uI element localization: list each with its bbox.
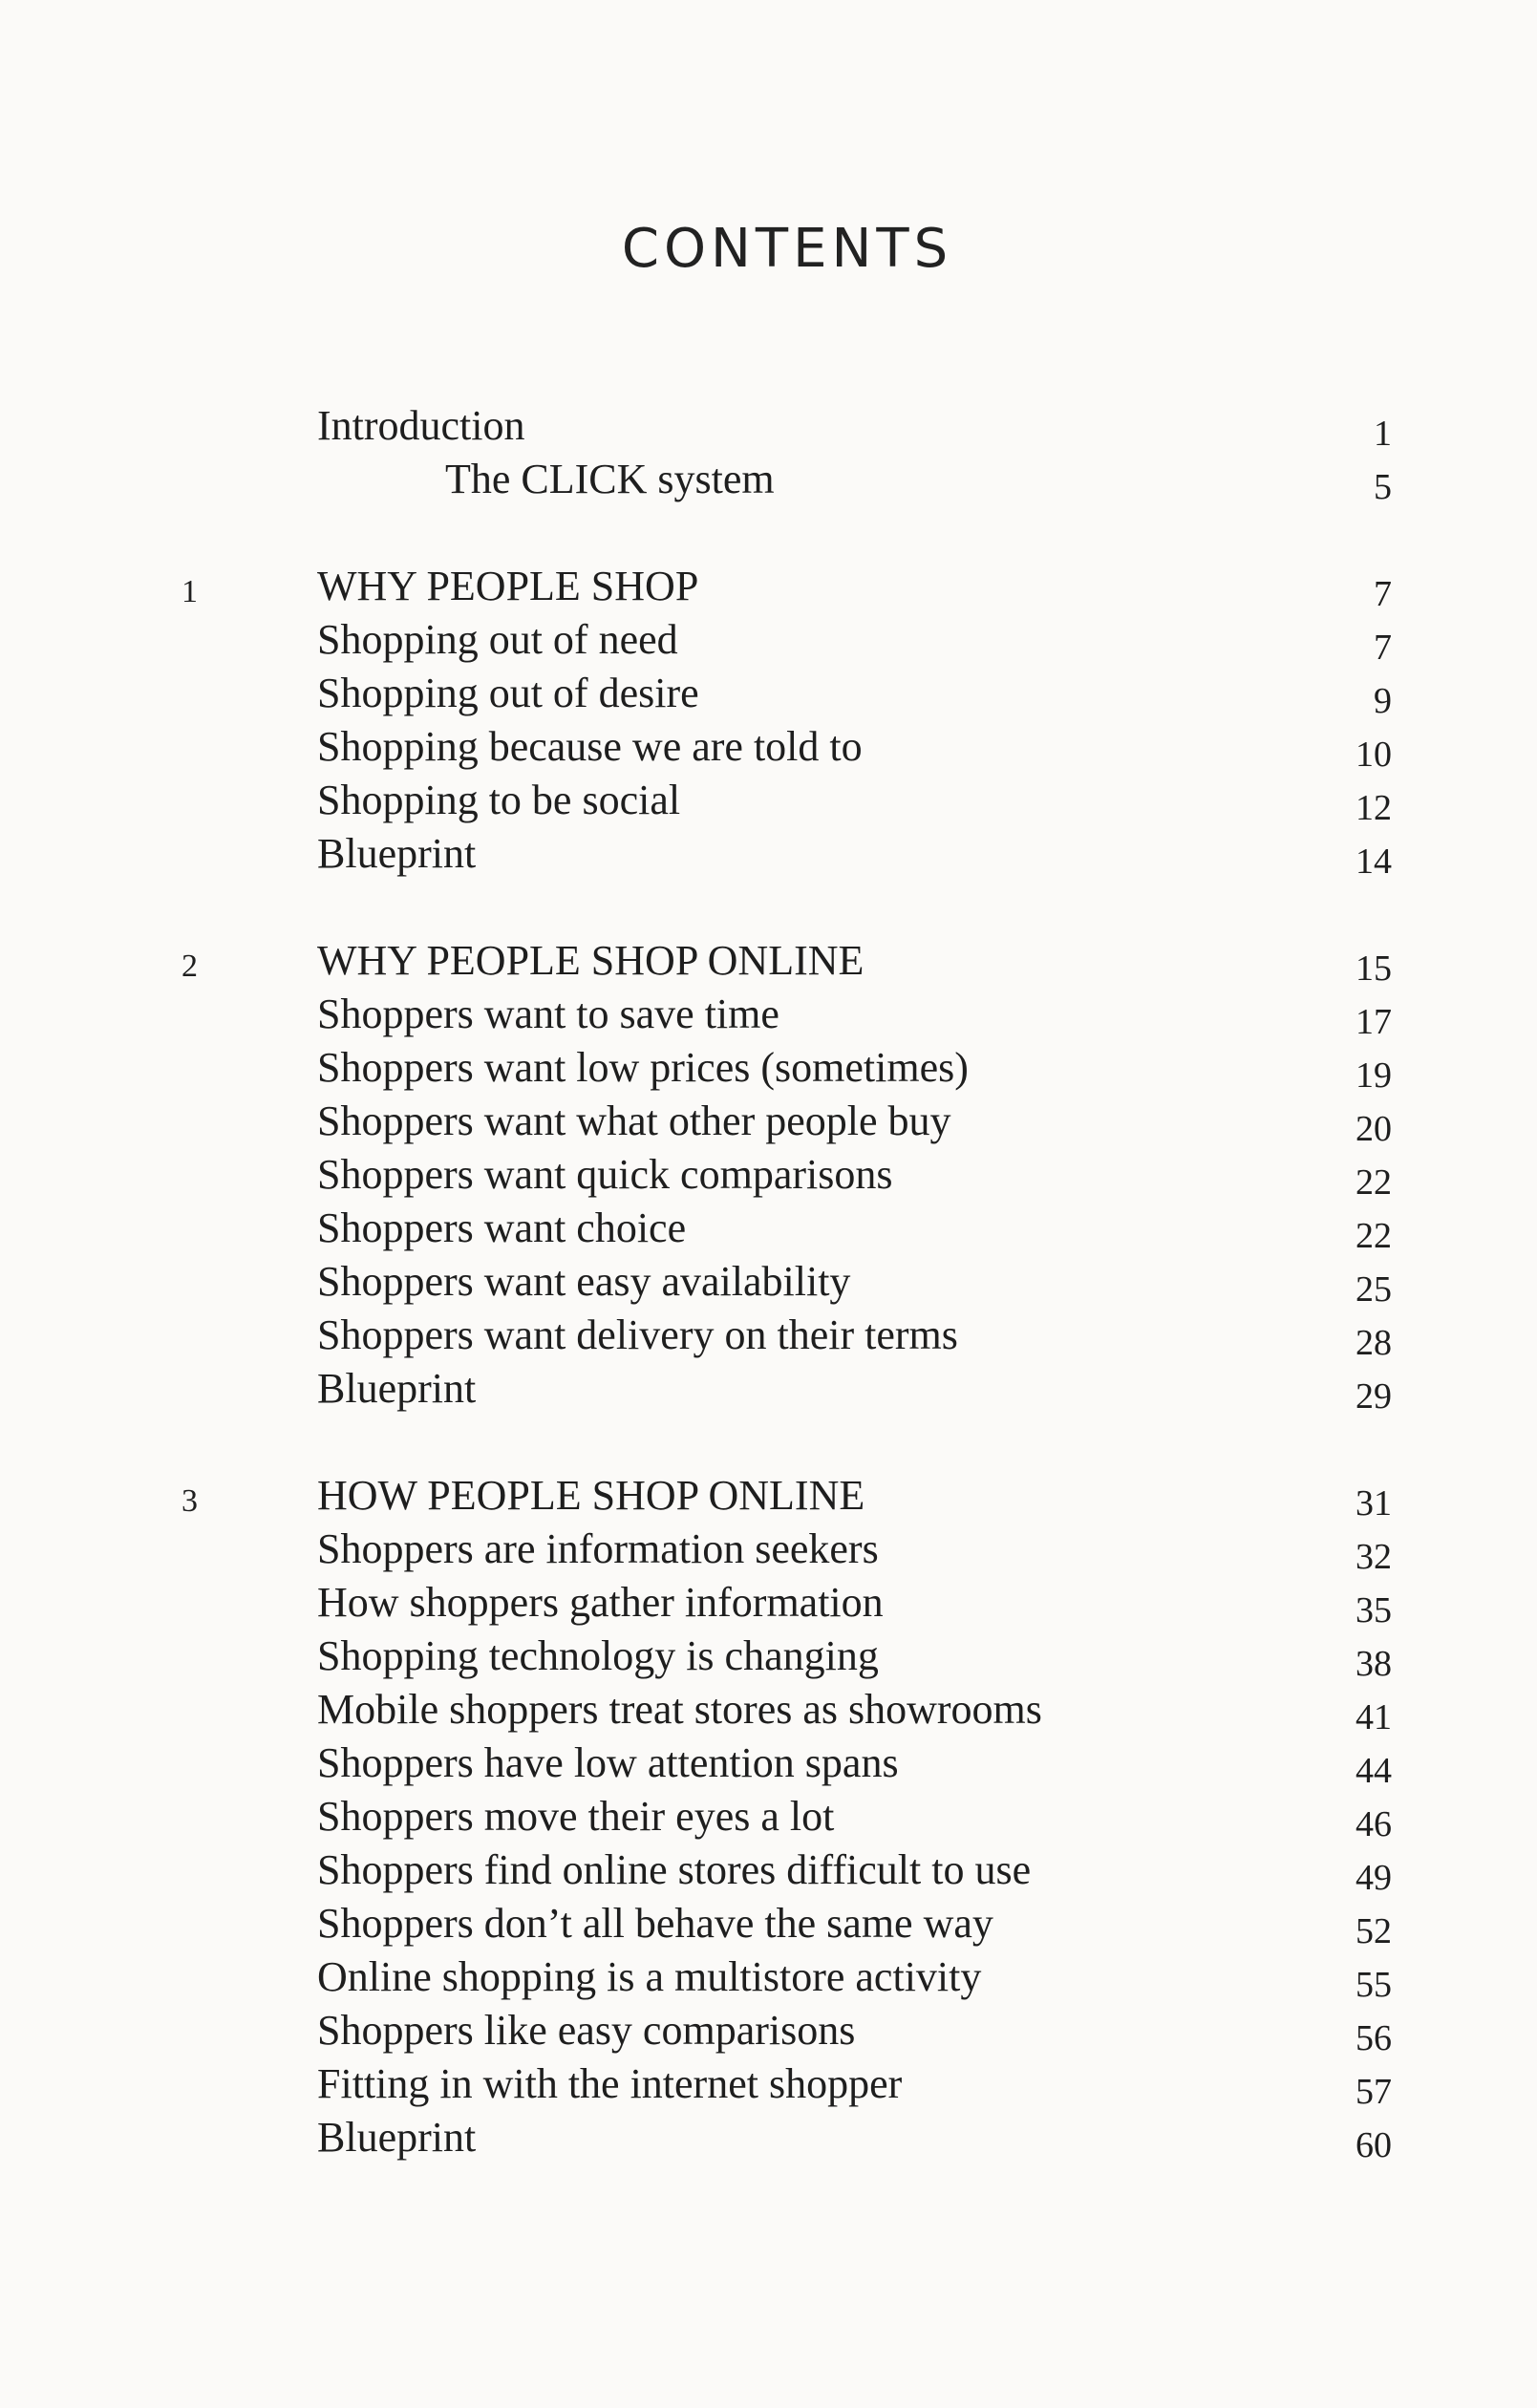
toc-entry-page: 41 bbox=[1356, 1697, 1392, 1737]
table-of-contents bbox=[0, 399, 1537, 2164]
toc-entry-label: Shoppers have low attention spans bbox=[317, 1739, 899, 1786]
toc-entry[interactable] bbox=[0, 1843, 1537, 1897]
toc-entry[interactable] bbox=[0, 1362, 1537, 1416]
toc-entry-label: Blueprint bbox=[317, 1365, 477, 1412]
toc-entry-page: 31 bbox=[1356, 1483, 1392, 1524]
toc-entry-label: Shoppers move their eyes a lot bbox=[317, 1793, 835, 1840]
toc-entry-label: Blueprint bbox=[317, 830, 477, 877]
toc-entry-page: 7 bbox=[1374, 628, 1392, 668]
chapter-number: 3 bbox=[181, 1483, 198, 1519]
toc-entry-label: Introduction bbox=[317, 402, 525, 449]
chapter-heading[interactable] bbox=[0, 1469, 1537, 1523]
toc-entry[interactable] bbox=[0, 453, 1537, 506]
toc-entry-label: Shoppers want delivery on their terms bbox=[317, 1311, 958, 1358]
toc-entry-page: 7 bbox=[1374, 574, 1392, 614]
toc-entry[interactable] bbox=[0, 1202, 1537, 1255]
toc-entry-page: 44 bbox=[1356, 1751, 1392, 1791]
toc-entry-page: 56 bbox=[1356, 2018, 1392, 2058]
toc-entry-label: Shopping technology is changing bbox=[317, 1632, 879, 1679]
toc-entry[interactable] bbox=[0, 1790, 1537, 1843]
toc-entry[interactable] bbox=[0, 1737, 1537, 1790]
toc-entry-page: 20 bbox=[1356, 1109, 1392, 1149]
toc-entry-page: 52 bbox=[1356, 1911, 1392, 1951]
toc-entry-page: 28 bbox=[1356, 1323, 1392, 1363]
page-title: CONTENTS bbox=[621, 218, 953, 280]
toc-entry[interactable] bbox=[0, 399, 1537, 453]
toc-entry-page: 38 bbox=[1356, 1644, 1392, 1684]
chapter-title: WHY PEOPLE SHOP ONLINE bbox=[317, 937, 865, 984]
toc-entry-page: 32 bbox=[1356, 1537, 1392, 1577]
toc-entry-page: 22 bbox=[1356, 1162, 1392, 1203]
toc-entry-page: 10 bbox=[1356, 735, 1392, 775]
toc-entry[interactable] bbox=[0, 1041, 1537, 1095]
toc-entry-label: Shoppers want to save time bbox=[317, 991, 779, 1037]
toc-entry[interactable] bbox=[0, 774, 1537, 827]
toc-entry-page: 12 bbox=[1356, 788, 1392, 828]
toc-entry[interactable] bbox=[0, 2057, 1537, 2111]
toc-entry-label: The CLICK system bbox=[445, 456, 775, 502]
toc-entry-label: Shoppers want low prices (sometimes) bbox=[317, 1044, 969, 1091]
chapter-number: 2 bbox=[181, 948, 198, 984]
toc-entry-page: 5 bbox=[1374, 467, 1392, 507]
toc-entry-page: 1 bbox=[1374, 414, 1392, 454]
toc-entry-label: Online shopping is a multistore activity bbox=[317, 1953, 982, 2000]
toc-entry[interactable] bbox=[0, 720, 1537, 774]
toc-entry[interactable] bbox=[0, 1576, 1537, 1630]
toc-entry[interactable] bbox=[0, 988, 1537, 1041]
toc-entry[interactable] bbox=[0, 1950, 1537, 2004]
toc-entry-label: How shoppers gather information bbox=[317, 1579, 884, 1626]
toc-entry-page: 9 bbox=[1374, 681, 1392, 721]
toc-entry-label: Shoppers are information seekers bbox=[317, 1525, 879, 1572]
toc-entry[interactable] bbox=[0, 1897, 1537, 1950]
toc-entry-page: 17 bbox=[1356, 1002, 1392, 1042]
toc-entry[interactable] bbox=[0, 1255, 1537, 1309]
toc-entry-label: Shopping out of desire bbox=[317, 670, 699, 716]
toc-entry-page: 46 bbox=[1356, 1804, 1392, 1844]
toc-entry-label: Shoppers want choice bbox=[317, 1204, 687, 1251]
toc-entry-label: Blueprint bbox=[317, 2114, 477, 2161]
toc-entry[interactable] bbox=[0, 1148, 1537, 1202]
toc-entry-label: Fitting in with the internet shopper bbox=[317, 2060, 903, 2107]
toc-entry-page: 57 bbox=[1356, 2072, 1392, 2112]
toc-entry-page: 29 bbox=[1356, 1376, 1392, 1417]
toc-entry[interactable] bbox=[0, 1683, 1537, 1737]
toc-entry[interactable] bbox=[0, 827, 1537, 881]
toc-entry-label: Shoppers want what other people buy bbox=[317, 1097, 951, 1144]
toc-entry-label: Shoppers want easy availability bbox=[317, 1258, 851, 1305]
toc-entry-page: 14 bbox=[1356, 842, 1392, 882]
toc-entry-page: 49 bbox=[1356, 1858, 1392, 1898]
toc-entry[interactable] bbox=[0, 1309, 1537, 1362]
toc-entry[interactable] bbox=[0, 667, 1537, 720]
chapter-heading[interactable] bbox=[0, 560, 1537, 613]
toc-entry[interactable] bbox=[0, 2004, 1537, 2057]
chapter-title: HOW PEOPLE SHOP ONLINE bbox=[317, 1472, 865, 1519]
toc-entry-page: 60 bbox=[1356, 2125, 1392, 2165]
toc-entry-page: 55 bbox=[1356, 1965, 1392, 2005]
chapter-heading[interactable] bbox=[0, 934, 1537, 988]
toc-entry-page: 35 bbox=[1356, 1590, 1392, 1630]
toc-entry-label: Shopping out of need bbox=[317, 616, 678, 663]
toc-entry-label: Shoppers want quick comparisons bbox=[317, 1151, 893, 1198]
toc-entry-label: Shopping to be social bbox=[317, 777, 681, 823]
toc-entry-page: 19 bbox=[1356, 1055, 1392, 1096]
toc-entry[interactable] bbox=[0, 1523, 1537, 1576]
toc-entry[interactable] bbox=[0, 2111, 1537, 2164]
toc-entry-label: Mobile shoppers treat stores as showrooms bbox=[317, 1686, 1042, 1733]
toc-entry[interactable] bbox=[0, 1630, 1537, 1683]
chapter-number: 1 bbox=[181, 574, 198, 609]
toc-entry[interactable] bbox=[0, 1095, 1537, 1148]
toc-entry-page: 25 bbox=[1356, 1269, 1392, 1310]
toc-entry[interactable] bbox=[0, 613, 1537, 667]
chapter-title: WHY PEOPLE SHOP bbox=[317, 563, 699, 609]
toc-entry-label: Shoppers find online stores difficult to use bbox=[317, 1846, 1032, 1893]
toc-entry-label: Shopping because we are told to bbox=[317, 723, 863, 770]
toc-entry-page: 22 bbox=[1356, 1216, 1392, 1256]
toc-entry-label: Shoppers don’t all behave the same way bbox=[317, 1900, 993, 1947]
toc-entry-label: Shoppers like easy comparisons bbox=[317, 2007, 856, 2054]
toc-entry-page: 15 bbox=[1356, 948, 1392, 989]
